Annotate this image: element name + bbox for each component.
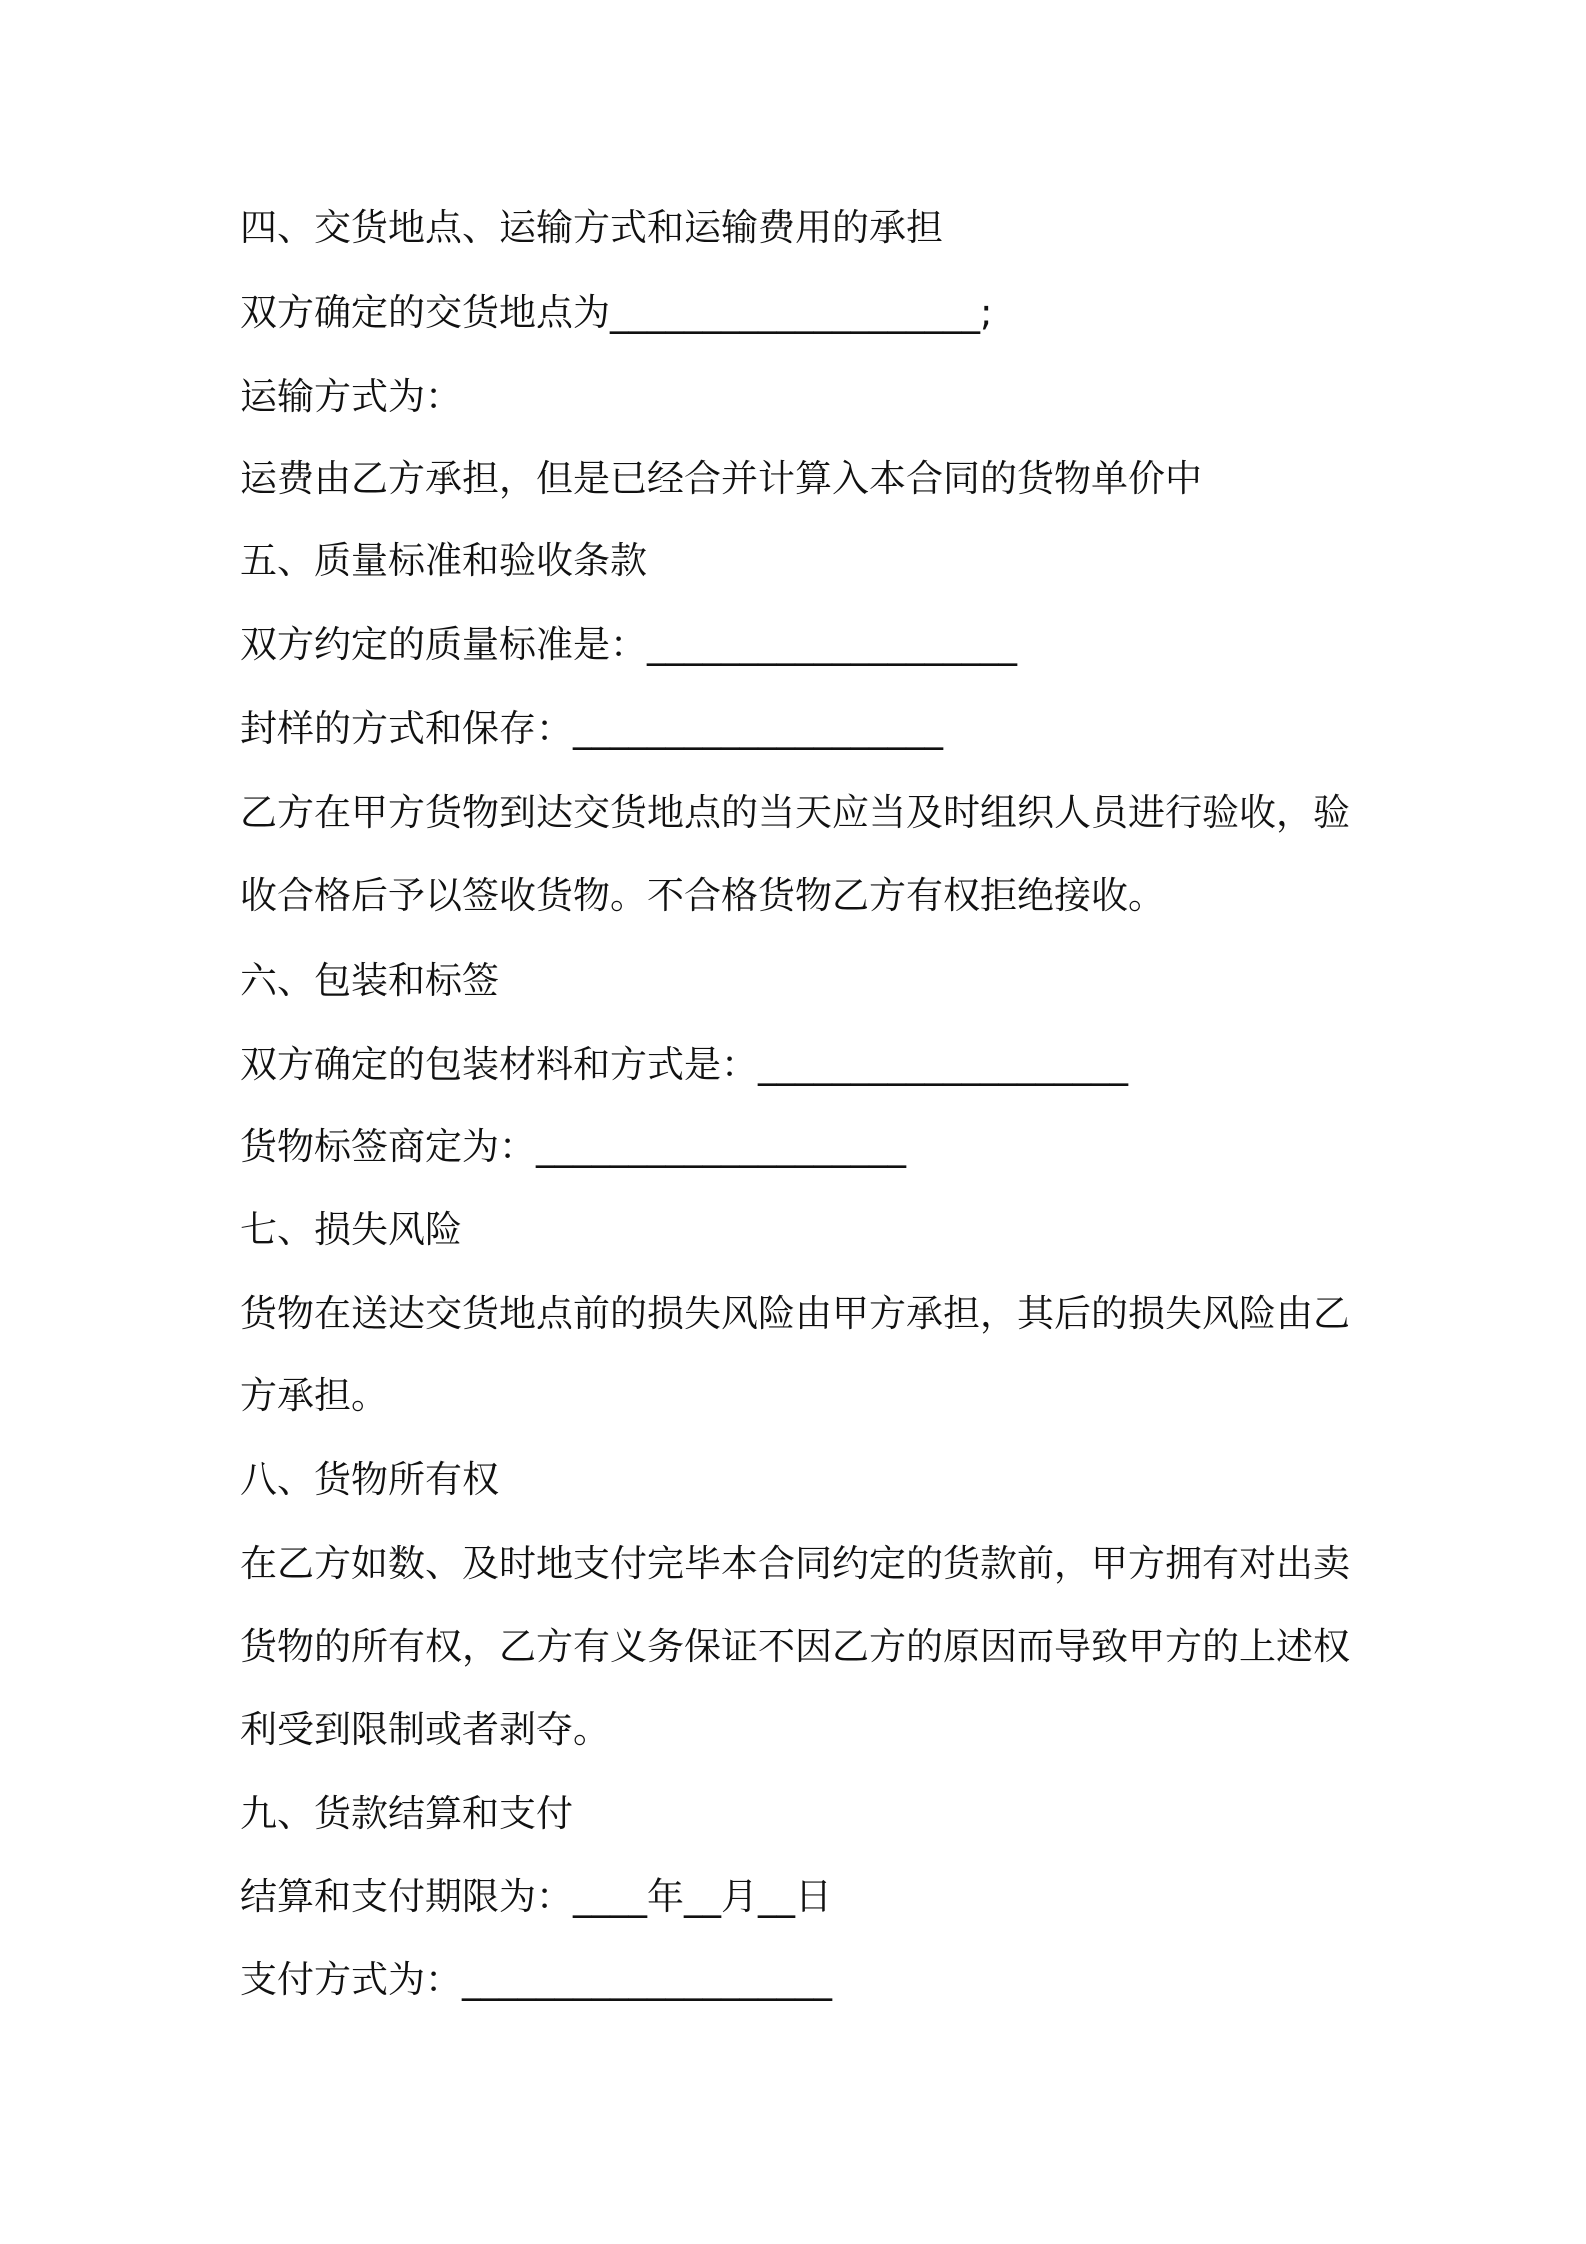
loss-risk-line-1: 货物在送达交货地点前的损失风险由甲方承担，其后的损失风险由乙 <box>240 1292 1350 1335</box>
section-heading-8: 八、货物所有权 <box>240 1458 499 1501</box>
ownership-line-2: 货物的所有权，乙方有义务保证不因乙方的原因而导致甲方的上述权 <box>240 1625 1350 1668</box>
quality-standard-line: 双方约定的质量标准是：____________________ <box>240 623 1017 666</box>
section-heading-4: 四、交货地点、运输方式和运输费用的承担 <box>240 206 943 249</box>
payment-deadline-line: 结算和支付期限为：____年__月__日 <box>240 1875 832 1918</box>
section-heading-9: 九、货款结算和支付 <box>240 1792 573 1835</box>
packaging-line: 双方确定的包装材料和方式是：____________________ <box>240 1043 1128 1086</box>
delivery-location-line: 双方确定的交货地点为____________________; <box>240 291 993 334</box>
ownership-line-1: 在乙方如数、及时地支付完毕本合同约定的货款前，甲方拥有对出卖 <box>240 1542 1350 1585</box>
loss-risk-line-2: 方承担。 <box>240 1374 388 1417</box>
freight-cost-line: 运费由乙方承担，但是已经合并计算入本合同的货物单价中 <box>240 457 1202 500</box>
acceptance-paragraph-line-1: 乙方在甲方货物到达交货地点的当天应当及时组织人员进行验收，验 <box>240 791 1350 834</box>
ownership-line-3: 利受到限制或者剥夺。 <box>240 1708 610 1751</box>
acceptance-paragraph-line-2: 收合格后予以签收货物。不合格货物乙方有权拒绝接收。 <box>240 874 1165 917</box>
sample-sealing-line: 封样的方式和保存：____________________ <box>240 707 943 750</box>
payment-method-line: 支付方式为：____________________ <box>240 1958 832 2001</box>
section-heading-7: 七、损失风险 <box>240 1208 462 1251</box>
transport-method-line: 运输方式为： <box>240 375 462 418</box>
section-heading-5: 五、质量标准和验收条款 <box>240 539 647 582</box>
label-line: 货物标签商定为：____________________ <box>240 1125 906 1168</box>
section-heading-6: 六、包装和标签 <box>240 959 499 1002</box>
